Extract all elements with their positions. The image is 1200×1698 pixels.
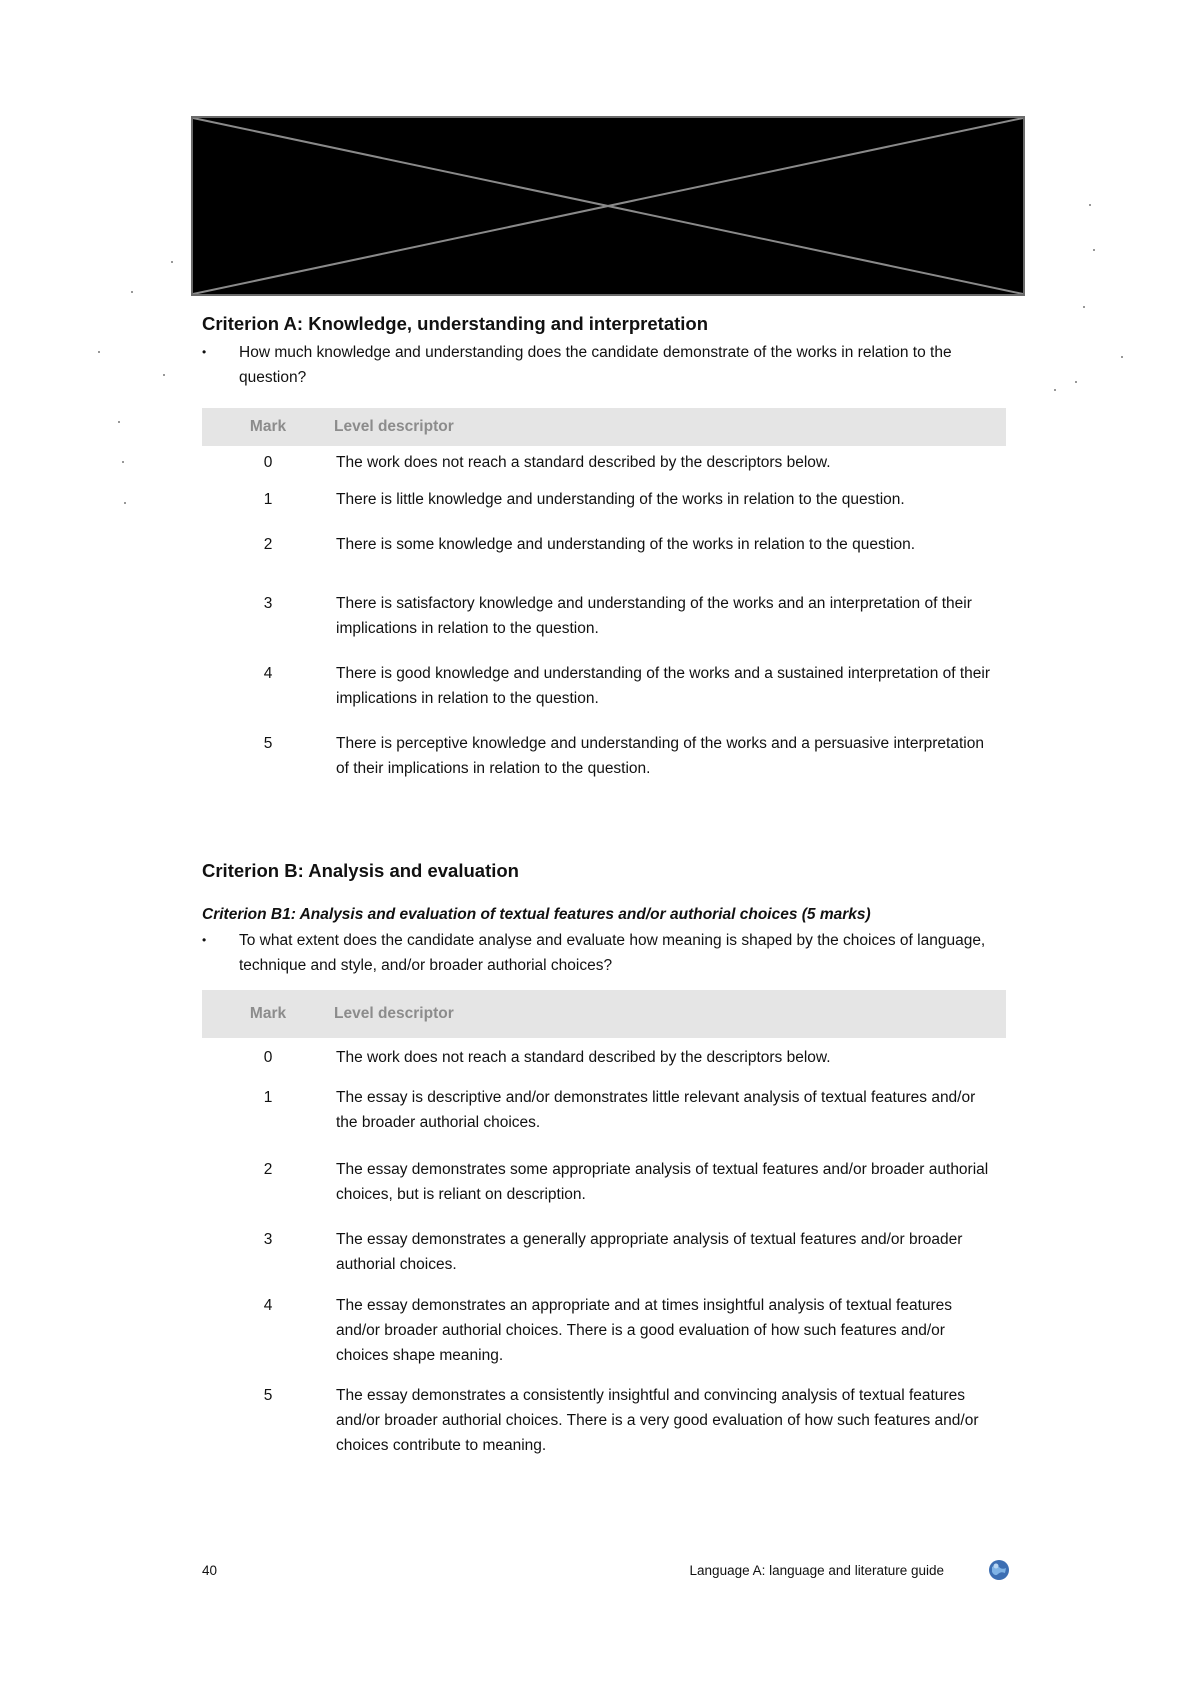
table-row	[202, 446, 1006, 487]
bullet-icon: •	[202, 345, 207, 359]
scan-speck	[1075, 381, 1077, 383]
mark-cell: 4	[263, 665, 273, 682]
descriptor-cell: The essay demonstrates an appropriate and at times insightful analysis of textual features and/or broader authorial choices. There is a good evaluation of how such features and/or choices shape meaning.	[336, 1297, 953, 1364]
globe-icon	[988, 1559, 1010, 1581]
descriptor-column-header: Level descriptor	[334, 408, 1006, 446]
mark-cell: 2	[263, 1161, 273, 1178]
mark-cell: 2	[263, 536, 273, 553]
scan-speck	[1093, 249, 1095, 251]
descriptor-cell: The work does not reach a standard described by the descriptors below.	[336, 1049, 831, 1066]
mark-cell: 0	[263, 1049, 273, 1066]
mark-cell: 1	[263, 491, 273, 508]
descriptor-cell: There is some knowledge and understanding of the works in relation to the question.	[336, 536, 916, 553]
mark-cell: 5	[263, 1387, 273, 1404]
scan-speck	[1054, 389, 1056, 391]
criterion-a-heading: Criterion A: Knowledge, understanding and interpretation	[202, 313, 709, 334]
criterion-b-question-text: To what extent does the candidate analyse and evaluate how meaning is shaped by the choices of language, technique and style, and/or broader authorial choices?	[239, 932, 986, 974]
broken-image-banner	[191, 116, 1025, 296]
scan-speck	[98, 351, 100, 353]
bullet-icon: •	[202, 933, 207, 947]
scan-speck	[163, 374, 165, 376]
criterion-a-table	[202, 408, 1006, 781]
mark-cell: 5	[263, 735, 273, 752]
scan-speck	[171, 261, 173, 263]
scan-speck	[118, 421, 120, 423]
descriptor-cell: The essay demonstrates a generally appropriate analysis of textual features and/or broader authorial choices.	[336, 1231, 963, 1273]
mark-cell: 0	[263, 454, 273, 471]
criterion-a-question	[202, 340, 1006, 390]
page-number: 40	[202, 1563, 218, 1578]
broken-image-icon	[191, 116, 1025, 296]
table-row	[202, 1227, 1006, 1293]
descriptor-cell: There is perceptive knowledge and understanding of the works and a persuasive interpretation of their implications in relation to the question.	[336, 735, 984, 777]
descriptor-cell: The essay is descriptive and/or demonstrates little relevant analysis of textual features and/or the broader authorial choices.	[336, 1089, 976, 1131]
descriptor-cell: There is satisfactory knowledge and understanding of the works and an interpretation of their implications in relation to the question.	[336, 595, 972, 637]
criterion-a-question-text: How much knowledge and understanding does the candidate demonstrate of the works in relation to the question?	[239, 344, 952, 386]
mark-column-header: Mark	[202, 990, 334, 1038]
descriptor-cell: There is good knowledge and understanding of the works and a sustained interpretation of their implications in relation to the question.	[336, 665, 991, 707]
rubric-content	[202, 312, 1006, 1458]
scan-speck	[131, 291, 133, 293]
descriptor-cell: The essay demonstrates some appropriate analysis of textual features and/or broader authorial choices, but is reliant on description.	[336, 1161, 989, 1203]
scan-speck	[124, 502, 126, 504]
criterion-b-table	[202, 990, 1006, 1458]
mark-column-header: Mark	[202, 408, 334, 446]
descriptor-column-header: Level descriptor	[334, 990, 1006, 1038]
mark-cell: 1	[263, 1089, 273, 1106]
scan-speck	[1083, 306, 1085, 308]
table-row	[202, 591, 1006, 661]
table-row	[202, 1085, 1006, 1157]
criterion-b-question	[202, 928, 1006, 978]
criterion-b-heading: Criterion B: Analysis and evaluation	[202, 860, 519, 881]
table-row	[202, 661, 1006, 731]
table-row	[202, 532, 1006, 591]
descriptor-cell: The work does not reach a standard described by the descriptors below.	[336, 454, 831, 471]
table-header-row	[202, 408, 1006, 446]
table-row	[202, 731, 1006, 781]
table-row	[202, 1293, 1006, 1383]
scan-speck	[122, 461, 124, 463]
table-row	[202, 1383, 1006, 1458]
mark-cell: 3	[263, 1231, 273, 1248]
descriptor-cell: The essay demonstrates a consistently insightful and convincing analysis of textual features and/or broader authorial choices. There is a very good evaluation of how such features and/or choices contribute to meaning.	[336, 1387, 979, 1454]
table-row	[202, 1157, 1006, 1227]
mark-cell: 3	[263, 595, 273, 612]
scan-speck	[1089, 204, 1091, 206]
criterion-b1-subheading: Criterion B1: Analysis and evaluation of textual features and/or authorial choices (5 marks)	[202, 906, 871, 923]
scan-speck	[1121, 356, 1123, 358]
table-row	[202, 487, 1006, 532]
table-row	[202, 1038, 1006, 1085]
guide-title: Language A: language and literature guide	[689, 1563, 944, 1578]
table-header-row	[202, 990, 1006, 1038]
descriptor-cell: There is little knowledge and understanding of the works in relation to the question.	[336, 491, 905, 508]
mark-cell: 4	[263, 1297, 273, 1314]
